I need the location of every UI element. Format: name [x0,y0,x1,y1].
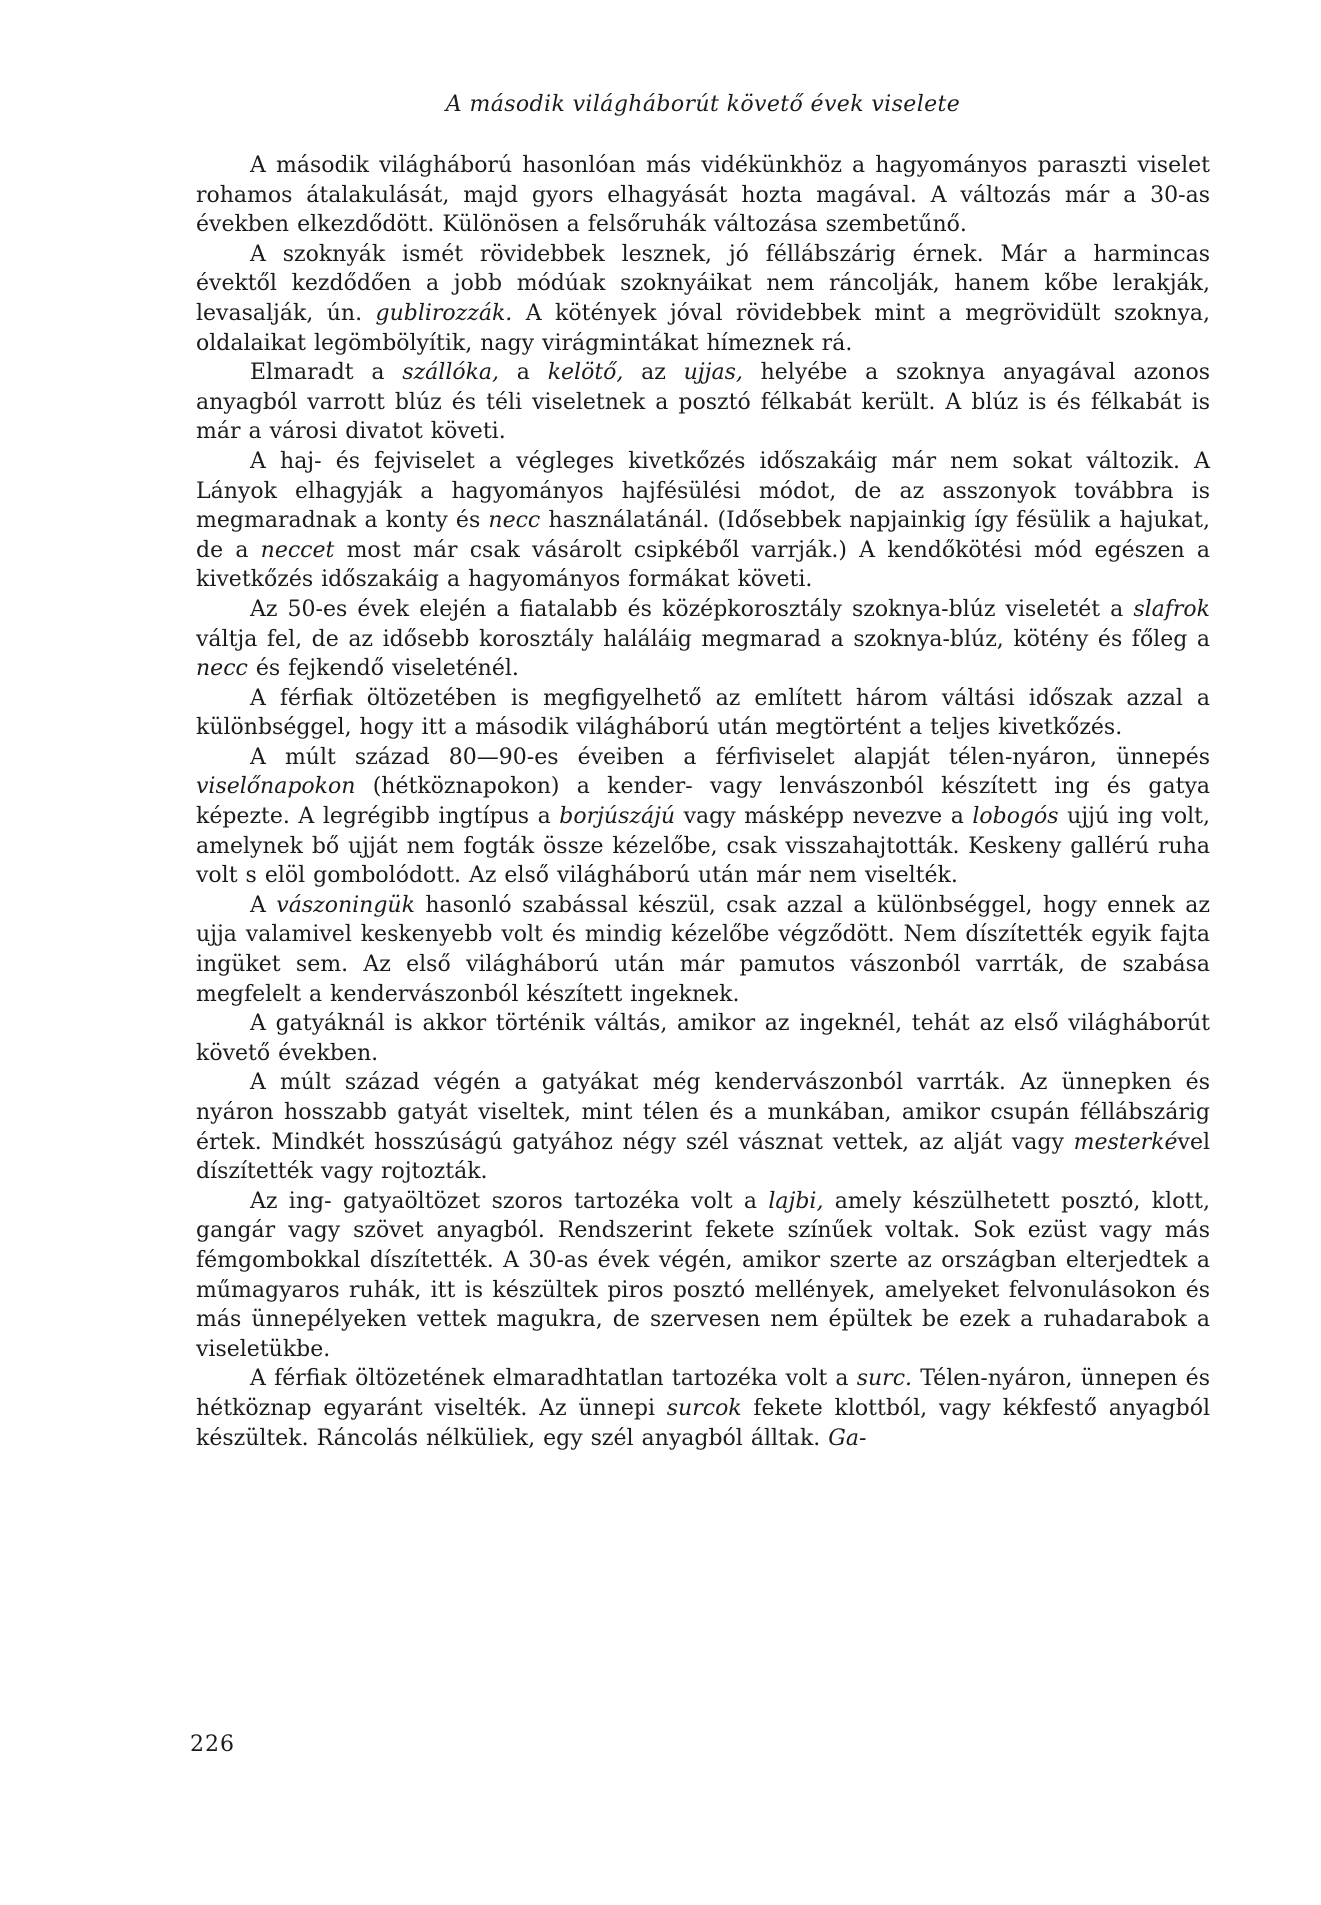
italic-term: lajbi, [768,1188,824,1214]
text-run: a [499,360,548,386]
italic-term: necc [488,508,541,534]
paragraph [196,151,1210,240]
paragraph [196,595,1210,684]
italic-term: neccet [260,537,335,563]
text-run: helyébe a szoknya anyagával azonos anyagból varrott blúz és téli viseletnek a posztó félkabát került. A blúz is és félkabát is már a városi divatot követi. [196,360,1210,445]
italic-term: surc. [856,1366,913,1392]
text-run: A [250,892,277,918]
text-run: A szoknyák ismét rövidebbek lesznek, jó féllábszárig érnek. Már a harmincas évektől kezdődően a jobb módúak szoknyáikat nem ráncolják, hanem kőbe lerakják, levasalják, ún. [196,241,1210,326]
paragraph [196,1187,1210,1365]
paragraph [196,1068,1210,1186]
italic-term: mesterké [1073,1129,1178,1155]
paragraph [196,891,1210,1009]
paragraph [196,358,1210,447]
page-number: 226 [190,1732,235,1757]
text-run: (hétköznapokon) a kender- vagy lenvászonból készített ing és gatya képezte. A legrégibb ingtípus a [196,774,1210,830]
italic-term: szállóka, [402,360,500,386]
paragraph [196,1009,1210,1068]
text-run: vagy másképp nevezve a [675,804,973,830]
text-run: amely készülhetett posztó, klott, gangár vagy szövet anyagból. Rendszerint fekete színűek voltak. Sok ezüst vagy más fémgombokkal díszítették. A 30-as évek végén, amikor szerte az országban elterjedtek a műmagyaros ruhák, itt is készültek piros posztó mellények, amelyeket felvonulásokon és más ünnepélyeken vettek magukra, de szervesen nem épültek be ezek a ruhadarabok a viseletükbe. [196,1188,1210,1362]
paragraph [196,447,1210,595]
text-run: ujjú ing volt, amelynek bő ujját nem fogták össze kézelőbe, csak visszahajtották. Keskeny gallérú ruha volt s elöl gombolódott. Az első világháború után már nem viselték. [196,804,1210,889]
running-title: A második világháborút követő évek viselete [445,92,961,117]
italic-term: vászoningük [276,892,415,918]
paragraph [196,684,1210,743]
text-run: most már csak vásárolt csipkéből varrják.) A kendőkötési mód egészen a kivetkőzés időszakáig a hagyományos formákat követi. [196,537,1210,593]
text-run: váltja fel, de az idősebb korosztály haláláig megmarad a szoknya-blúz, kötény és főleg a [196,626,1210,652]
paragraph [196,743,1210,891]
text-run: és fejkendő viseleténél. [247,656,519,682]
paragraph [196,1364,1210,1453]
italic-term: ujjas, [683,360,743,386]
italic-term: lobogós [972,804,1059,830]
italic-term: slafrok [1133,596,1210,622]
italic-term: kelötő, [547,360,624,386]
text-run: Télen-nyáron, ünnepen és hétköznap egyaránt viselték. Az ünnepi [196,1366,1210,1421]
italic-term: borjúszájú [559,804,676,830]
italic-term: viselőnapokon [196,774,356,800]
italic-term: Ga- [828,1425,867,1451]
body-text [196,151,1210,1453]
text-run: az [623,360,684,386]
italic-term: gublirozzák. [375,300,513,326]
text-run: Az 50-es évek elején a fiatalabb és középkorosztály szoknya-blúz viseletét a [250,596,1134,622]
text-run: A múlt század végén a gatyákat még kendervászonból varrták. Az ünnepken és nyáron hosszabb gatyát viseltek, mint télen és a munkában, amikor csupán féllábszárig értek. Mindkét hosszúságú gatyához négy szél vásznat vettek, az alját vagy [196,1070,1210,1155]
text-run: fekete klottból, vagy kékfestő anyagból készültek. Ráncolás nélküliek, egy szél anyagból álltak. [196,1395,1210,1451]
text-run: A második világháború hasonlóan más vidékünkhöz a hagyományos paraszti viselet rohamos átalakulását, majd gyors elhagyását hozta magával. A változás már a 30-as években elkezdődött. Különösen a felsőruhák változása szembetűnő. [196,153,1210,238]
text-run: hasonló szabással készül, csak azzal a különbséggel, hogy ennek az ujja valamivel keskenyebb volt és mindig kézelőbe végződött. Nem díszítették egyik fajta ingüket sem. Az első világháború után már pamutos vászonból varrták, de szabása megfelelt a kendervászonból készített ingeknek. [196,892,1210,1007]
text-run: A múlt század 80—90-es éveiben a férfiviselet alapját télen-nyáron, ünnepés [250,744,1210,770]
text-run: vel díszítették vagy rojtozták. [196,1129,1210,1185]
text-run: A gatyáknál is akkor történik váltás, amikor az ingeknél, tehát az első világháborút követő években. [196,1011,1210,1066]
text-run: A férfiak öltözetében is megfigyelhető az említett három váltási időszak azzal a különbséggel, hogy itt a második világháború után megtörtént a teljes kivetkőzés. [196,685,1210,741]
paragraph [196,240,1210,358]
text-run: A férfiak öltözetének elmaradhtatlan tartozéka volt a [250,1366,857,1392]
italic-term: necc [196,656,248,682]
text-run: A haj- és fejviselet a végleges kivetkőzés időszakáig már nem sokat változik. A Lányok elhagyják a hagyományos hajfésülési módot, de az asszonyok továbbra is megmaradnak a konty és [196,448,1210,534]
text-run: A kötények jóval rövidebbek mint a megrövidült szoknya, oldalaikat legömbölyítik, nagy virágmintákat hímeznek rá. [196,300,1211,356]
text-run: használatánál. (Idősebbek napjainkig így fésülik a hajukat, de a [196,508,1210,563]
italic-term: surcok [666,1395,742,1421]
text-run: Elmaradt a [250,360,403,386]
text-run: Az ing- gatyaöltözet szoros tartozéka volt a [250,1188,769,1214]
